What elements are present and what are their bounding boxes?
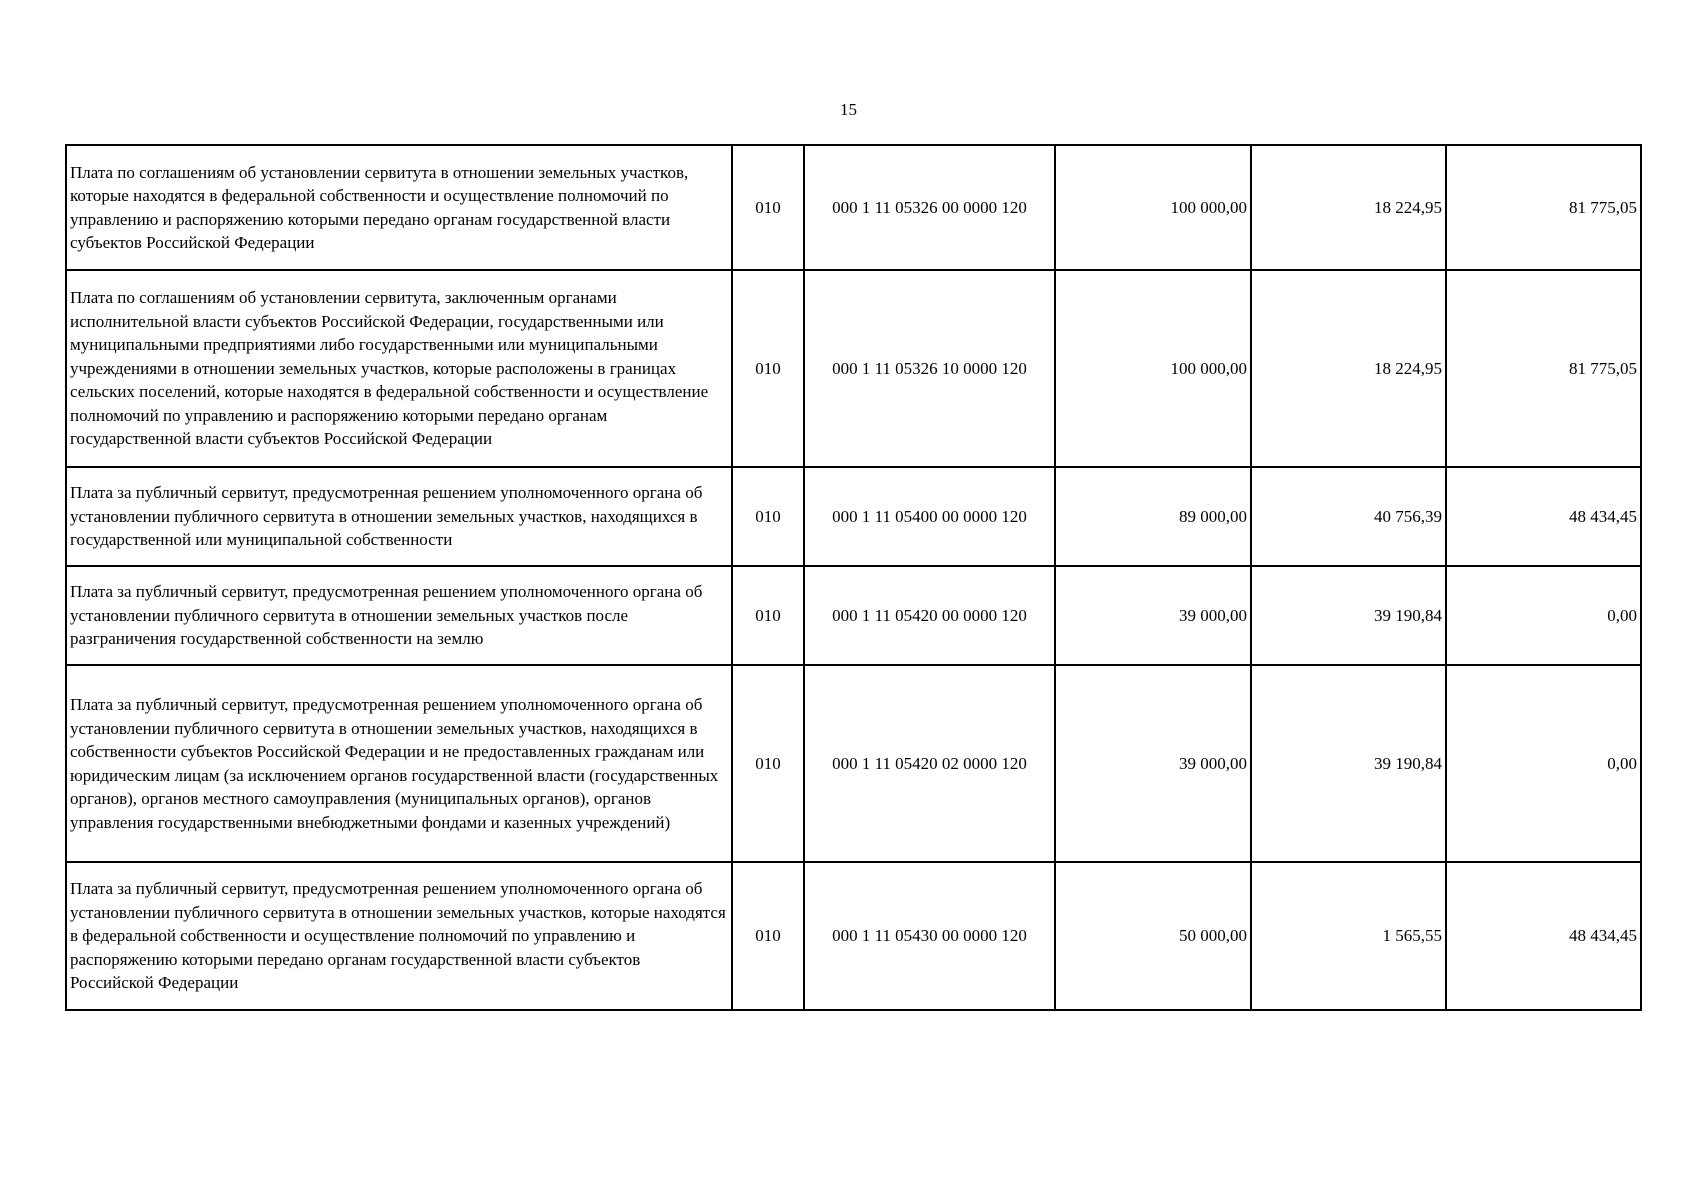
income-name-cell: Плата по соглашениям об установлении сервитута, заключенным органами исполнительной власти субъектов Российской Федерации, государственными или муниципальными предприятиями либо государственными или муниципальными учреждениями в отношении земельных участков, которые расположены в границах сельских поселений, которые находятся в федеральной собственности и осуществление полномочий по управлению и распоряжению которыми передано органам государственной власти субъектов Российской Федерации	[66, 270, 732, 467]
table-row	[66, 665, 1641, 862]
income-code-cell: 000 1 11 05400 00 0000 120	[804, 467, 1055, 566]
executed-amount-cell: 39 190,84	[1251, 665, 1446, 862]
line-code-cell: 010	[732, 467, 804, 566]
income-code-cell: 000 1 11 05420 02 0000 120	[804, 665, 1055, 862]
executed-amount-cell: 1 565,55	[1251, 862, 1446, 1010]
line-code-cell: 010	[732, 862, 804, 1010]
unexecuted-amount-cell: 0,00	[1446, 566, 1641, 665]
approved-amount-cell: 89 000,00	[1055, 467, 1251, 566]
executed-amount-cell: 39 190,84	[1251, 566, 1446, 665]
income-code-cell: 000 1 11 05326 10 0000 120	[804, 270, 1055, 467]
line-code-cell: 010	[732, 270, 804, 467]
income-name-cell: Плата за публичный сервитут, предусмотренная решением уполномоченного органа об установлении публичного сервитута в отношении земельных участков, находящихся в собственности субъектов Российской Федерации и не предоставленных гражданам или юридическим лицам (за исключением органов государственной власти (государственных органов), органов местного самоуправления (муниципальных органов), органов управления государственными внебюджетными фондами и казенных учреждений)	[66, 665, 732, 862]
line-code-cell: 010	[732, 665, 804, 862]
line-code-cell: 010	[732, 566, 804, 665]
unexecuted-amount-cell: 48 434,45	[1446, 467, 1641, 566]
income-name-cell: Плата за публичный сервитут, предусмотренная решением уполномоченного органа об установлении публичного сервитута в отношении земельных участков, которые находятся в федеральной собственности и осуществление полномочий по управлению и распоряжению которыми передано органам государственной власти субъектов Российской Федерации	[66, 862, 732, 1010]
income-name-cell: Плата за публичный сервитут, предусмотренная решением уполномоченного органа об установлении публичного сервитута в отношении земельных участков после разграничения государственной собственности на землю	[66, 566, 732, 665]
income-name-cell: Плата по соглашениям об установлении сервитута в отношении земельных участков, которые находятся в федеральной собственности и осуществление полномочий по управлению и распоряжению которыми передано органам государственной власти субъектов Российской Федерации	[66, 145, 732, 270]
table-row	[66, 270, 1641, 467]
income-table	[65, 144, 1642, 1011]
table-row	[66, 467, 1641, 566]
approved-amount-cell: 100 000,00	[1055, 270, 1251, 467]
unexecuted-amount-cell: 0,00	[1446, 665, 1641, 862]
executed-amount-cell: 18 224,95	[1251, 145, 1446, 270]
unexecuted-amount-cell: 81 775,05	[1446, 145, 1641, 270]
line-code-cell: 010	[732, 145, 804, 270]
executed-amount-cell: 40 756,39	[1251, 467, 1446, 566]
income-name-cell: Плата за публичный сервитут, предусмотренная решением уполномоченного органа об установлении публичного сервитута в отношении земельных участков, находящихся в государственной или муниципальной собственности	[66, 467, 732, 566]
unexecuted-amount-cell: 81 775,05	[1446, 270, 1641, 467]
income-code-cell: 000 1 11 05430 00 0000 120	[804, 862, 1055, 1010]
approved-amount-cell: 100 000,00	[1055, 145, 1251, 270]
executed-amount-cell: 18 224,95	[1251, 270, 1446, 467]
unexecuted-amount-cell: 48 434,45	[1446, 862, 1641, 1010]
table-row	[66, 566, 1641, 665]
table-row	[66, 145, 1641, 270]
income-code-cell: 000 1 11 05420 00 0000 120	[804, 566, 1055, 665]
page-number: 15	[840, 100, 857, 119]
approved-amount-cell: 39 000,00	[1055, 566, 1251, 665]
approved-amount-cell: 50 000,00	[1055, 862, 1251, 1010]
income-code-cell: 000 1 11 05326 00 0000 120	[804, 145, 1055, 270]
approved-amount-cell: 39 000,00	[1055, 665, 1251, 862]
table-row	[66, 862, 1641, 1010]
